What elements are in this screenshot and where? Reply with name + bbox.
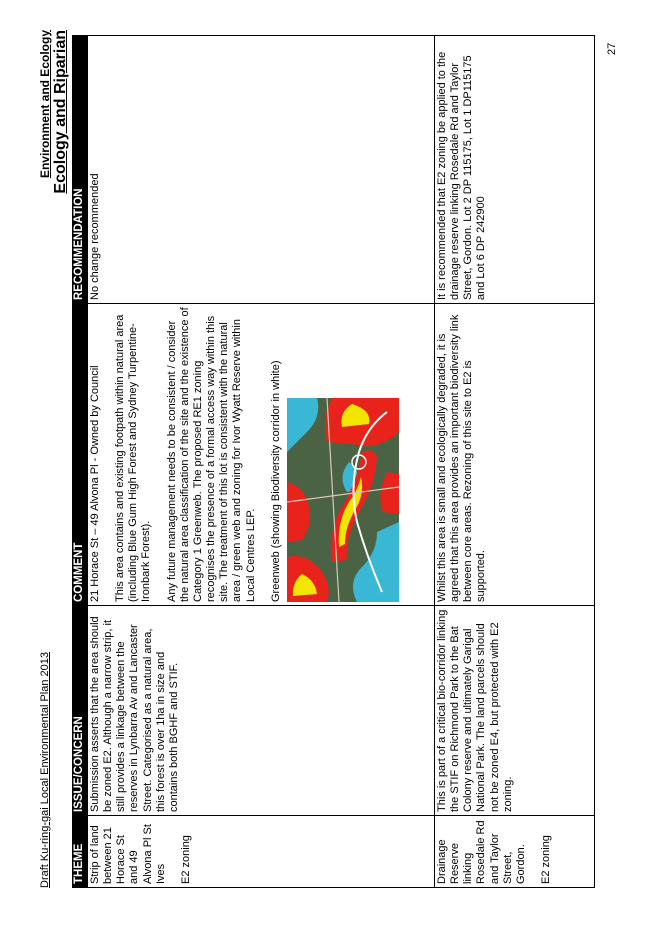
comment-cell: Whilst this area is small and ecologically degraded, it is agreed that this area provides an important biodiversity link between core areas. Rezoning of this site to E2 is supported. [434, 304, 594, 606]
table-row [87, 36, 434, 888]
theme-zoning: E2 zoning [179, 835, 192, 884]
greenweb-map-image [287, 398, 399, 602]
table-row [434, 36, 594, 888]
comment-management: Any future management needs to be consistent / consider the natural area classification of the site and the existence of Category 1 Greenweb. The proposed RE1 zoning recognises the presence of a formal access way within this site. The treatment of this lot is consistent with the natural area / green web and zoning for Ivor Wyatt Reserve within Local Centres LEP. [165, 307, 257, 602]
theme-zoning: E2 zoning [540, 835, 553, 884]
greenweb-map-graphic [287, 398, 399, 602]
recommendation-cell: It is recommended that E2 zoning be applied to the drainage reserve linking Rosedale Rd and Taylor Street, Gordon. Lot 2 DP 115175, Lot 1 DP115175 and Lot 6 DP 242900 [434, 36, 594, 304]
greenweb-caption: Greenweb (showing Biodiversity corridor in white) [269, 360, 282, 602]
recommendation-cell: No change recommended [87, 36, 434, 304]
submissions-table [72, 35, 595, 888]
table-header-row [73, 36, 88, 888]
issue-cell: Submission asserts that the area should be zoned E2. Although a narrow strip, it still provides a linkage between the reserves in Lynbarra Av and Lancaster Street. Categorised as a natural area, this forest is over 1ha in size and contains both BGHF and STIF. [87, 606, 434, 816]
rotated-page [30, 30, 650, 910]
theme-cell [434, 816, 594, 888]
document-title: Draft Ku-ring-gai Local Environmental Plan 2013 [39, 651, 51, 888]
column-header-theme: THEME [73, 816, 88, 888]
section-title: Environment and Ecology [38, 30, 52, 179]
subsection-title: Ecology and Riparian [52, 30, 69, 194]
theme-text: Strip of land between 21 Horace St and 49 Alvona Pl St Ives [88, 824, 167, 884]
column-header-comment: COMMENT [73, 304, 88, 606]
theme-text: Drainage Reserve linking Rosedale Rd and Taylor Street, Gordon. [435, 820, 527, 884]
issue-cell: This is part of a critical bio-corridor linking the STIF on Richmond Park to the Bat Colony reserve and ultimately Garigal National Park. The land parcels should not be zoned E4, but protected with E2 zoning. [434, 606, 594, 816]
comment-ownership: 21 Horace St – 49 Alvona Pl - Owned by Council [88, 365, 101, 602]
column-header-recommendation: RECOMMENDATION [73, 36, 88, 304]
comment-description: This area contains and existing footpath within natural area (including Blue Gum High Forest and Sydney Turpentine-Ironbark Forest). [113, 314, 153, 602]
theme-cell [87, 816, 434, 888]
comment-cell [87, 304, 434, 606]
column-header-issue: ISSUE/CONCERN [73, 606, 88, 816]
page-number: 27 [606, 42, 618, 55]
